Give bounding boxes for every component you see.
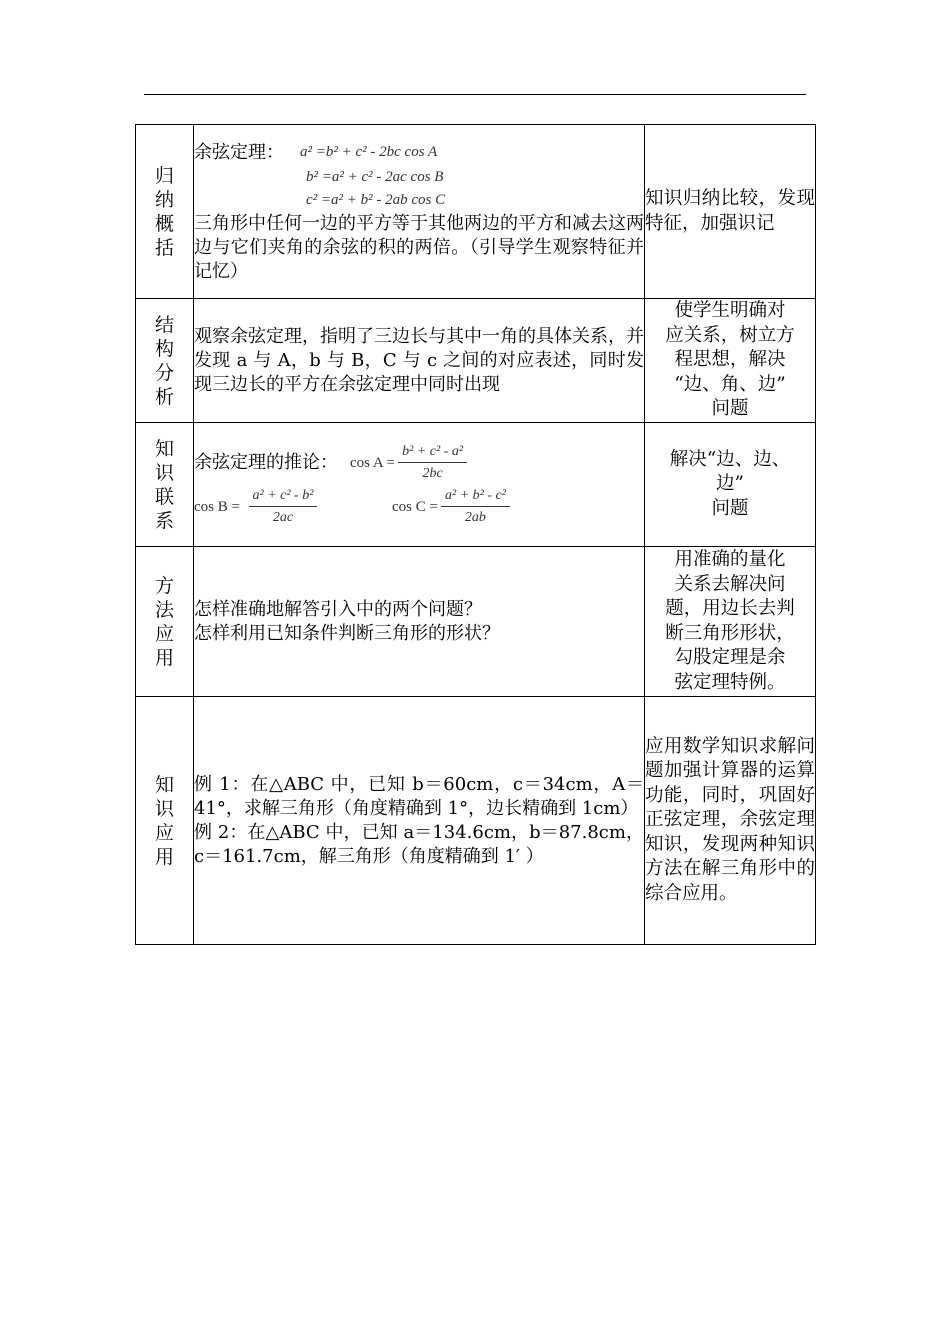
content-cell [194,125,645,299]
content-cell [194,423,645,547]
question-line: 怎样准确地解答引入中的两个问题？ [194,598,482,620]
header-rule [144,94,806,95]
theorem-label: 余弦定理： [194,142,284,163]
section-label: 归 纳 概 括 [136,125,194,299]
section-label: 知 识 应 用 [136,697,194,945]
content-cell: 观察余弦定理，指明了三边长与其中一角的具体关系，并发现 a 与 A，b 与 B，C 与 c 之间的对应表述，同时发现三边长的平方在余弦定理中同时出现 [194,299,645,423]
lesson-plan-table [135,124,816,945]
section-label: 结 构 分 析 [136,299,194,423]
formula-a: a² =b² + c² - 2bc cos A [300,144,438,160]
content-cell [194,697,645,945]
corollary-label: 余弦定理的推论： [194,451,338,473]
note-cell: 知识归纳比较，发现特征，加强识记 [645,125,816,299]
cosB-fraction: $\frac{\text{a² + c² - b²}}{2ac}$ [243,487,323,527]
cosC-lhs: cos C = [391,498,438,515]
table-row [136,697,816,945]
question-line: 怎样利用已知条件判断三角形的形状？ [194,622,500,644]
section-label: 方 法 应 用 [136,547,194,697]
note-cell: 解决“边、边、 边” 问题 [645,423,816,547]
example-2: 例 2：在△ABC 中，已知 a＝134.6cm，b＝87.8cm，c＝161.7cm，解三角形（角度精确到 1′ ） [194,821,644,867]
table-row [136,125,816,299]
theorem-statement: 三角形中任何一边的平方等于其他两边的平方和减去这两边与它们夹角的余弦的积的两倍。（引导学生观察特征并记忆） [194,212,644,282]
cosA-fraction: $\frac{\text{b² + c² - a²}}{2bc}$ [398,443,467,483]
cosC-fraction: $\frac{\text{a² + b² - c²}}{2ab}$ [441,487,510,527]
note-cell: 使学生明确对 应关系，树立方 程思想，解决 “边、角、边” 问题 [645,299,816,423]
table-row [136,423,816,547]
table-row [136,547,816,697]
example-1: 例 1：在△ABC 中，已知 b＝60cm，c＝34cm，A＝41°，求解三角形（角度精确到 1°，边长精确到 1cm） [194,773,644,819]
content-cell [194,547,645,697]
formula-b: b² =a² + c² - 2ac cos B [306,168,444,185]
section-label: 知 识 联 系 [136,423,194,547]
cosB-lhs: cos B = [194,498,240,515]
formula-c: c² =a² + b² - 2ab cos C [306,191,446,208]
note-cell: 应用数学知识求解问题加强计算器的运算功能，同时，巩固好正弦定理，余弦定理知识，发现两种知识方法在解三角形中的综合应用。 [645,697,816,945]
note-cell: 用准确的量化 关系去解决问 题，用边长去判 断三角形形状， 勾股定理是余 弦定理特例。 [645,547,816,697]
cosA-lhs: cos A = [350,454,396,471]
table-row [136,299,816,423]
